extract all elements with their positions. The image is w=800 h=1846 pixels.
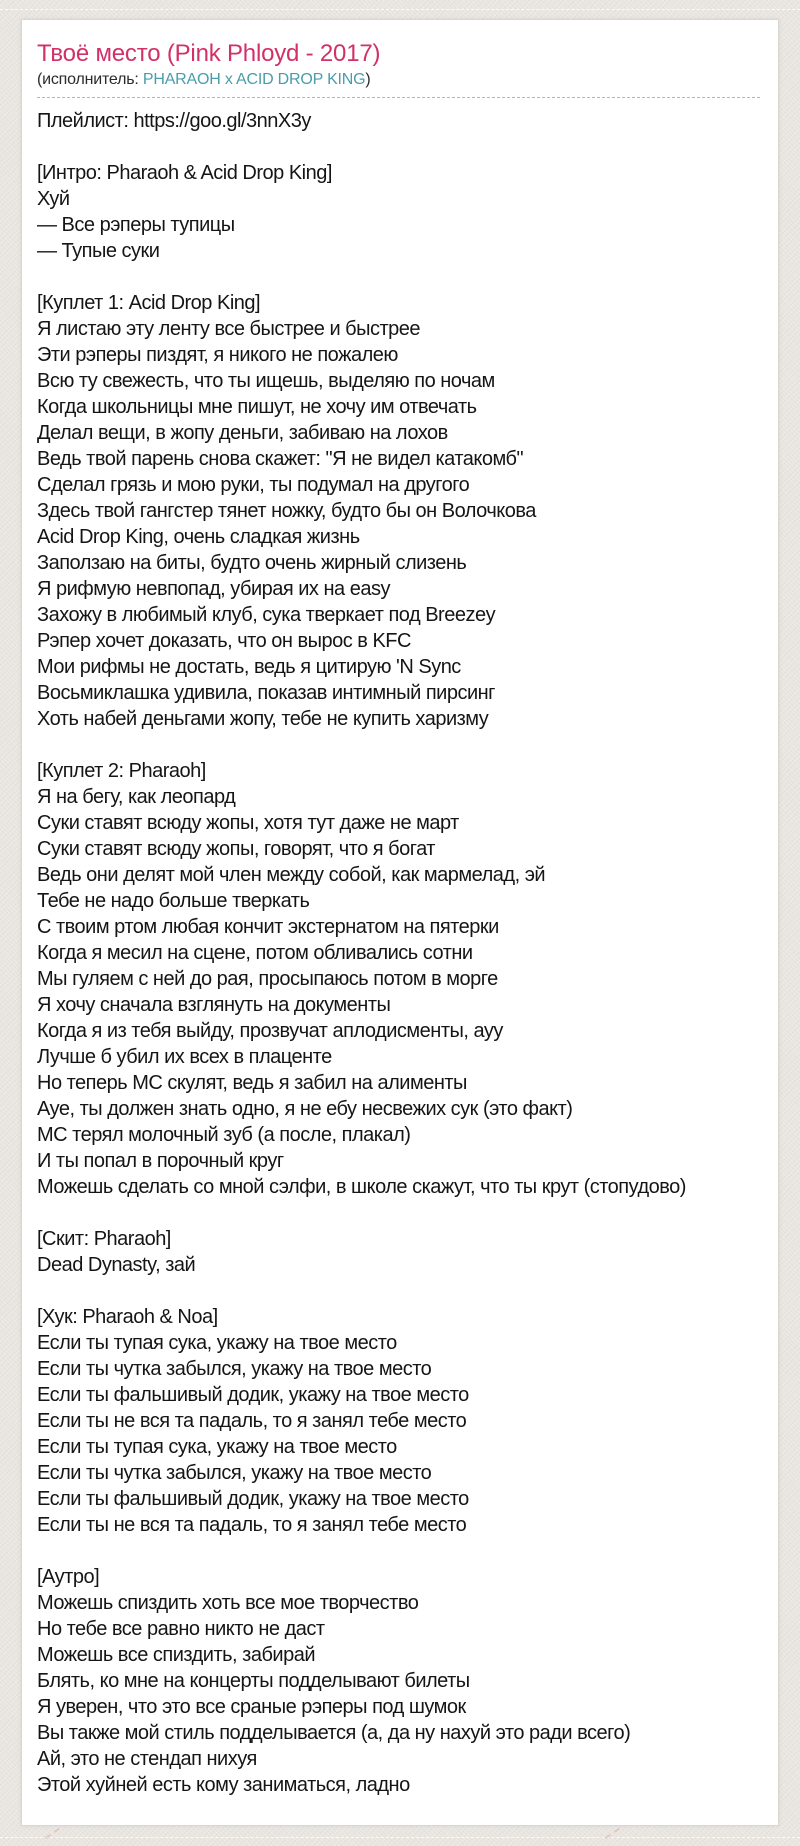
lyric-line: Можешь сделать со мной сэлфи, в школе скажут, что ты крут (стопудово) [37,1176,686,1198]
texture-seam-top [0,9,800,10]
stanza [37,290,760,732]
lyric-line: — Все рэперы тупицы [37,214,235,236]
lyric-line: Хуй [37,188,70,210]
lyric-line: Если ты тупая сука, укажу на твое место [37,1332,397,1354]
lyric-line: Когда я из тебя выйду, прозвучат аплодисменты, ауу [37,1020,503,1042]
stanza [37,1226,760,1278]
lyric-line: Плейлист: https://goo.gl/3nnX3y [37,110,311,132]
lyric-line: Когда я месил на сцене, потом обливались сотни [37,942,473,964]
lyric-line: [Аутро] [37,1566,100,1588]
lyric-line: Восьмиклашка удивила, показав интимный пирсинг [37,682,495,704]
lyric-line: Я уверен, что это все сраные рэперы под шумок [37,1696,466,1718]
lyric-line: MC терял молочный зуб (а после, плакал) [37,1124,411,1146]
lyric-line: [Куплет 2: Pharaoh] [37,760,206,782]
lyric-line: Можешь спиздить хоть все мое творчество [37,1592,419,1614]
lyric-line: Тебе не надо больше тверкать [37,890,310,912]
lyric-line: Если ты не вся та падаль, то я занял тебе место [37,1514,467,1536]
lyric-line: Если ты чутка забылся, укажу на твое место [37,1462,432,1484]
lyric-line: Лучше б убил их всех в плаценте [37,1046,332,1068]
artist-line [37,70,760,98]
song-title: Твоё место (Pink Phloyd - 2017) [37,40,381,67]
lyric-line: Если ты чутка забылся, укажу на твое место [37,1358,432,1380]
lyric-line: Ведь твой парень снова скажет: "Я не видел катакомб" [37,448,524,470]
stanza [37,108,760,134]
lyric-line: Но теперь MC скулят, ведь я забил на алименты [37,1072,467,1094]
lyrics-block [37,108,760,1798]
lyric-line: Мои рифмы не достать, ведь я цитирую 'N Sync [37,656,461,678]
artist-suffix: ) [365,71,371,88]
lyric-line: С твоим ртом любая кончит экстернатом на пятерки [37,916,499,938]
stanza [37,1564,760,1798]
lyric-line: Я листаю эту ленту все быстрее и быстрее [37,318,421,340]
lyric-line: Я хочу сначала взглянуть на документы [37,994,391,1016]
lyric-line: [Скит: Pharaoh] [37,1228,171,1250]
lyric-line: Эти рэперы пиздят, я никого не пожалею [37,344,398,366]
lyric-line: Ауе, ты должен знать одно, я не ебу несвежих сук (это факт) [37,1098,573,1120]
lyric-line: Заползаю на биты, будто очень жирный слизень [37,552,467,574]
lyric-line: Всю ту свежесть, что ты ищешь, выделяю по ночам [37,370,495,392]
lyric-line: Делал вещи, в жопу деньги, забиваю на лохов [37,422,448,444]
lyric-line: — Тупые суки [37,240,160,262]
stanza [37,1304,760,1538]
lyric-line: Сделал грязь и мою руки, ты подумал на другого [37,474,470,496]
lyric-line: Если ты тупая сука, укажу на твое место [37,1436,397,1458]
lyric-line: Ай, это не стендап нихуя [37,1748,257,1770]
lyric-line: Я рифмую невпопад, убирая их на easy [37,578,390,600]
stanza [37,758,760,1200]
lyric-line: Блять, ко мне на концерты подделывают билеты [37,1670,470,1692]
lyrics-card [21,19,779,1826]
stanza [37,160,760,264]
lyric-line: Если ты не вся та падаль, то я занял тебе место [37,1410,467,1432]
lyric-line: Но тебе все равно никто не даст [37,1618,325,1640]
lyric-line: Захожу в любимый клуб, сука тверкает под Breezey [37,604,496,626]
lyric-line: Мы гуляем с ней до рая, просыпаюсь потом в морге [37,968,498,990]
lyric-line: Этой хуйней есть кому заниматься, ладно [37,1774,410,1796]
artist-prefix: (исполнитель: [37,71,143,88]
lyric-line: [Хук: Pharaoh & Noa] [37,1306,218,1328]
lyric-line: Если ты фальшивый додик, укажу на твое место [37,1384,469,1406]
lyric-line: Хоть набей деньгами жопу, тебе не купить харизму [37,708,489,730]
lyric-line: Если ты фальшивый додик, укажу на твое место [37,1488,469,1510]
card-content [22,20,778,1798]
lyric-line: Можешь все спиздить, забирай [37,1644,315,1666]
lyric-line: Рэпер хочет доказать, что он вырос в KFC [37,630,411,652]
lyric-line: Acid Drop King, очень сладкая жизнь [37,526,360,548]
texture-seam-bottom [0,1837,800,1838]
lyric-line: Суки ставят всюду жопы, говорят, что я богат [37,838,435,860]
lyric-line: Dead Dynasty, зай [37,1254,196,1276]
lyric-line: [Куплет 1: Acid Drop King] [37,292,261,314]
lyric-line: Когда школьницы мне пишут, не хочу им отвечать [37,396,477,418]
lyric-line: Суки ставят всюду жопы, хотя тут даже не март [37,812,459,834]
lyric-line: Я на бегу, как леопард [37,786,236,808]
lyric-line: [Интро: Pharaoh & Acid Drop King] [37,162,332,184]
artist-link[interactable]: PHARAOH x ACID DROP KING [142,71,366,88]
lyric-line: И ты попал в порочный круг [37,1150,284,1172]
lyric-line: Ведь они делят мой член между собой, как мармелад, эй [37,864,546,886]
lyric-line: Вы также мой стиль подделывается (а, да ну нахуй это ради всего) [37,1722,631,1744]
lyric-line: Здесь твой гангстер тянет ножку, будто бы он Волочкова [37,500,536,522]
